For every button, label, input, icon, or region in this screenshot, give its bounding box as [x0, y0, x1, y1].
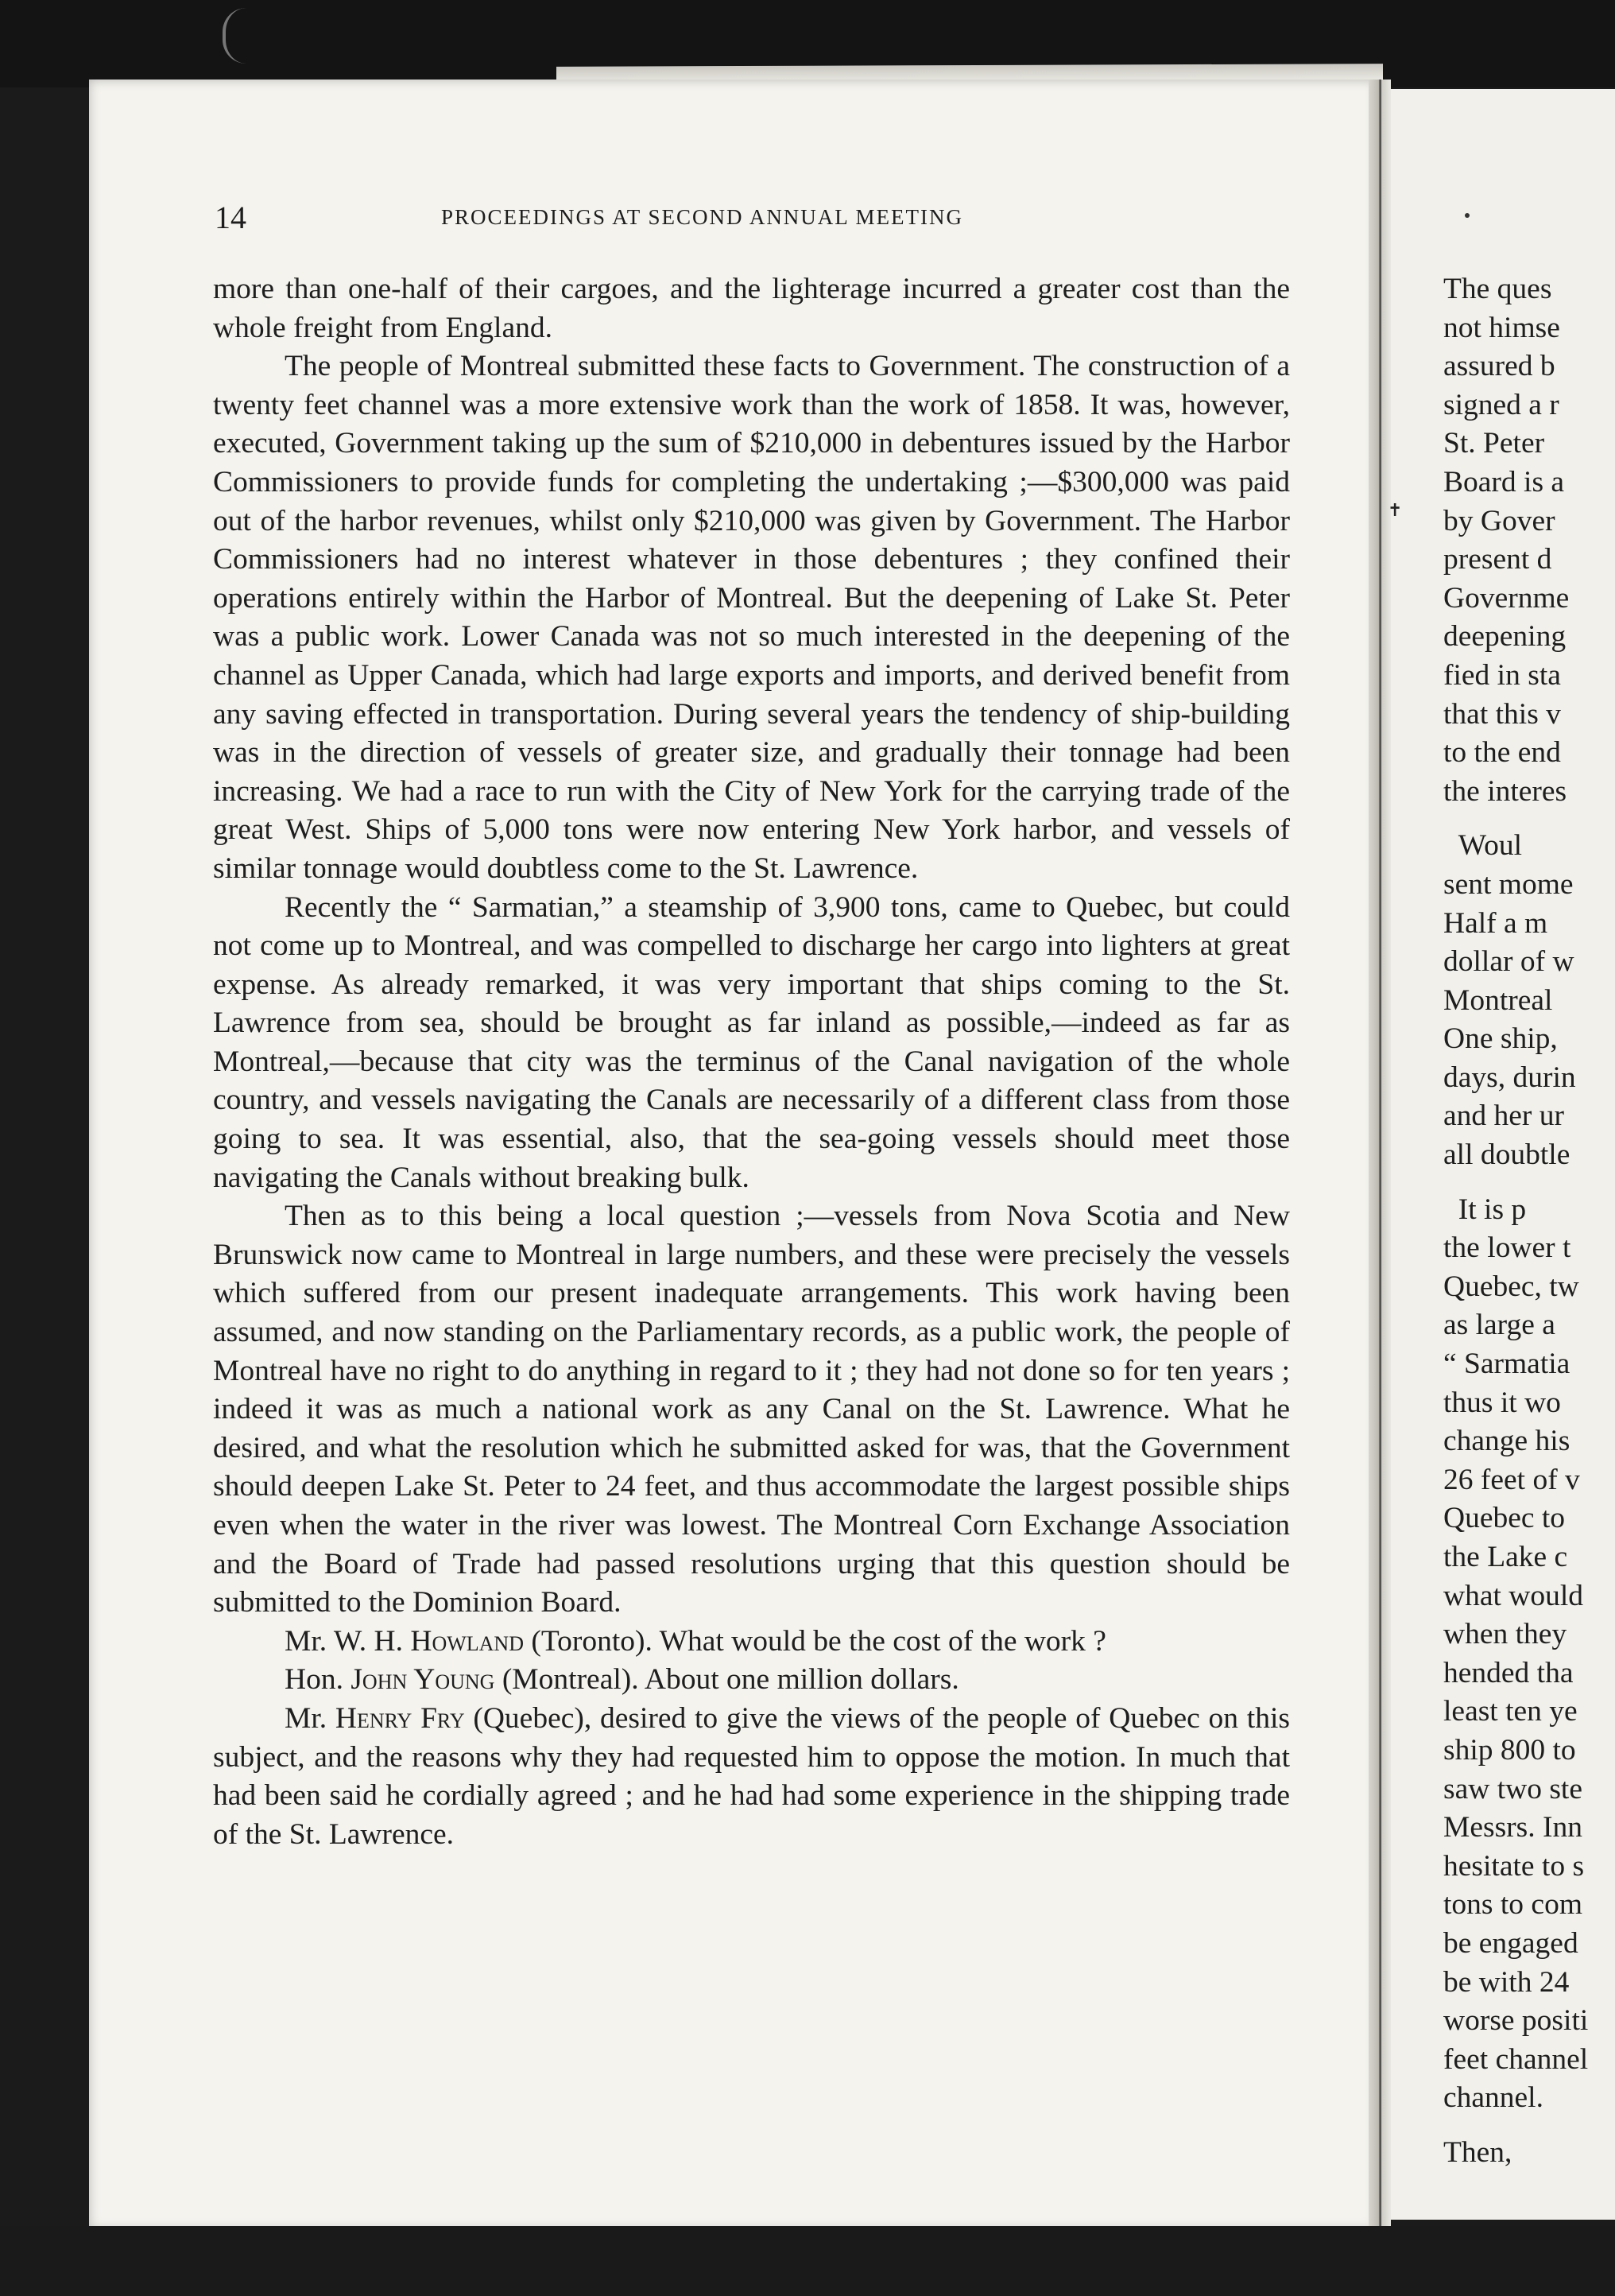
right-page-line: present d: [1443, 543, 1552, 576]
right-page-line: Half a m: [1443, 906, 1548, 940]
page-header: [215, 199, 1295, 239]
paragraph-3: Recently the “ Sarmatian,” a steamship of 3,900 tons, came to Quebec, but could not come up to Montreal, and was compelled to discharge her cargo into lighters at great expense. As already remarked, it was very important that ships coming to the St. Lawrence from sea, should be brought as far inland as possible,—indeed as far as Montreal,—because that city was the terminus of the Canal navigation of the whole country, and vessels navigating the Canals are necessarily of a different class from those going to sea. It was essential, also, that the sea-going vessels should meet those navigating the Canals without breaking bulk.: [213, 890, 1290, 1194]
right-page-line: Messrs. Inn: [1443, 1811, 1582, 1844]
ink-dot: [1465, 213, 1470, 218]
paragraph-young: [213, 1661, 1290, 1700]
right-page-line: what would: [1443, 1579, 1584, 1612]
right-page-line: as large a: [1443, 1309, 1555, 1342]
speaker-name: Henry Fry: [335, 1701, 465, 1735]
right-page-line: all doubtle: [1443, 1138, 1570, 1172]
speaker-text: (Quebec), desired to give the views of the people of Quebec on this subject, and the reasons why they had requested him to oppose the motion. In much that had been said he cordially agreed ; and he had had some experience in the shipping trade of the St. Lawrence.: [213, 1701, 1290, 1851]
speaker-name: Howland: [410, 1624, 524, 1658]
right-page-line: saw two ste: [1443, 1772, 1582, 1805]
right-page-line: feet channel: [1443, 2042, 1589, 2076]
right-page-line: Board is a: [1443, 465, 1565, 498]
right-page-line: St. Peter: [1443, 427, 1545, 460]
right-page-line: Then,: [1443, 2135, 1512, 2169]
right-page-line: be with 24: [1443, 1965, 1570, 1999]
right-page-line: ship 800 to: [1443, 1733, 1576, 1767]
paragraph-1: more than one-half of their cargoes, and the lighterage incurred a greater cost than the whole freight from England.: [213, 273, 1290, 344]
right-page-line: be engaged: [1443, 1926, 1578, 1960]
right-page-line: the lower t: [1443, 1231, 1571, 1265]
right-page-line: thus it wo: [1443, 1386, 1561, 1419]
right-page-line: tons to com: [1443, 1888, 1582, 1922]
paragraph-gap: [1443, 1175, 1615, 1191]
paragraph-gap: [1443, 811, 1615, 827]
right-page-line: Quebec, tw: [1443, 1270, 1579, 1303]
paragraph-4: Then as to this being a local question ;—vessels from Nova Scotia and New Brunswick now came to Montreal in large numbers, and these were precisely the vessels which suffered from our present inadequate arrangements. This work having been assumed, and now standing on the Parliamentary records, as a public work, the people of Montreal have no right to do anything in regard to it ; they had not done so for ten years ; indeed it was as much a national work as any Canal on the St. Lawrence. What he desired, and what the resolution which he submitted asked for was, that the Government should deepen Lake St. Peter to 24 feet, and thus accommodate the largest possible ships even when the water in the river was lowest. The Montreal Corn Exchange Association and the Board of Trade had passed resolutions urging that this question should be submitted to the Dominion Board.: [213, 1200, 1290, 1619]
right-page-line: hended tha: [1443, 1656, 1574, 1689]
right-page-line: assured b: [1443, 350, 1555, 383]
right-page-line: Governme: [1443, 581, 1570, 615]
paragraph-fry: [213, 1700, 1290, 1854]
right-page-line: Montreal: [1443, 983, 1553, 1017]
right-page-line: days, durin: [1443, 1061, 1576, 1094]
right-page-line: that this v: [1443, 697, 1561, 731]
right-page-line: when they: [1443, 1618, 1567, 1651]
page-number: 14: [215, 200, 246, 235]
right-page-line: sent mome: [1443, 867, 1574, 901]
speaker-prefix: Hon.: [285, 1663, 351, 1697]
paragraph-gap: [1443, 2118, 1615, 2134]
right-page-line: change his: [1443, 1425, 1570, 1458]
speaker-text: (Montreal). About one million dollars.: [494, 1663, 959, 1697]
right-page-line: not himse: [1443, 311, 1560, 344]
right-page-text: [1443, 270, 1615, 2173]
right-page-line: Quebec to: [1443, 1502, 1566, 1535]
right-page-line: to the end: [1443, 736, 1561, 770]
right-page-line: fied in sta: [1443, 658, 1561, 692]
scan-background-bottom: [0, 2226, 1615, 2296]
margin-mark: ✝: [1388, 501, 1403, 521]
right-page-line: dollar of w: [1443, 945, 1574, 979]
right-page-line: signed a r: [1443, 388, 1559, 421]
right-page-line: It is p: [1443, 1193, 1527, 1226]
right-page-line: deepening: [1443, 620, 1567, 654]
right-page-line: worse positi: [1443, 2004, 1589, 2038]
running-head: PROCEEDINGS AT SECOND ANNUAL MEETING: [441, 205, 964, 229]
speaker-text: (Toronto). What would be the cost of the work ?: [523, 1624, 1106, 1658]
paragraph-howland: [213, 1623, 1290, 1662]
right-page-line: and her ur: [1443, 1100, 1565, 1133]
right-page-line: Woul: [1443, 829, 1523, 863]
left-page-text: [213, 270, 1290, 1854]
speaker-prefix: Mr. W. H.: [285, 1624, 411, 1658]
right-page-line: One ship,: [1443, 1022, 1558, 1056]
right-page-line: channel.: [1443, 2081, 1543, 2115]
book-gutter: [1369, 80, 1391, 2230]
right-page-line: least ten ye: [1443, 1695, 1578, 1728]
right-page-line: hesitate to s: [1443, 1849, 1585, 1883]
right-page-line: the interes: [1443, 774, 1567, 808]
paragraph-2: The people of Montreal submitted these facts to Government. The construction of a twenty feet channel was a more extensive work than the work of 1858. It was, however, executed, Government taking up the sum of $210,000 in debentures issued by the Harbor Commissioners to provide funds for completing the undertaking ;—$300,000 was paid out of the harbor revenues, whilst only $210,000 was given by Government. The Harbor Commissioners had no interest whatever in those debentures ; they confined their operations entirely within the Harbor of Montreal. But the deepening of Lake St. Peter was a public work. Lower Canada was not so much interested in the deepening of the channel as Upper Canada, which had large exports and imports, and derived benefit from any saving effected in transportation. During several years the tendency of ship-building was in the direction of vessels of greater size, and gradually their tonnage had been increasing. We had a race to run with the City of New York for the carrying trade of the great West. Ships of 5,000 tons were now entering New York harbor, and vessels of similar tonnage would doubtless come to the St. Lawrence.: [213, 350, 1290, 885]
right-page-line: by Gover: [1443, 504, 1555, 537]
right-page-line: the Lake c: [1443, 1541, 1568, 1573]
speaker-prefix: Mr.: [285, 1701, 335, 1735]
right-page-line: 26 feet of v: [1443, 1463, 1580, 1496]
right-page-line: The ques: [1443, 273, 1552, 305]
speaker-name: John Young: [350, 1663, 495, 1697]
right-page-line: “ Sarmatia: [1443, 1348, 1570, 1381]
